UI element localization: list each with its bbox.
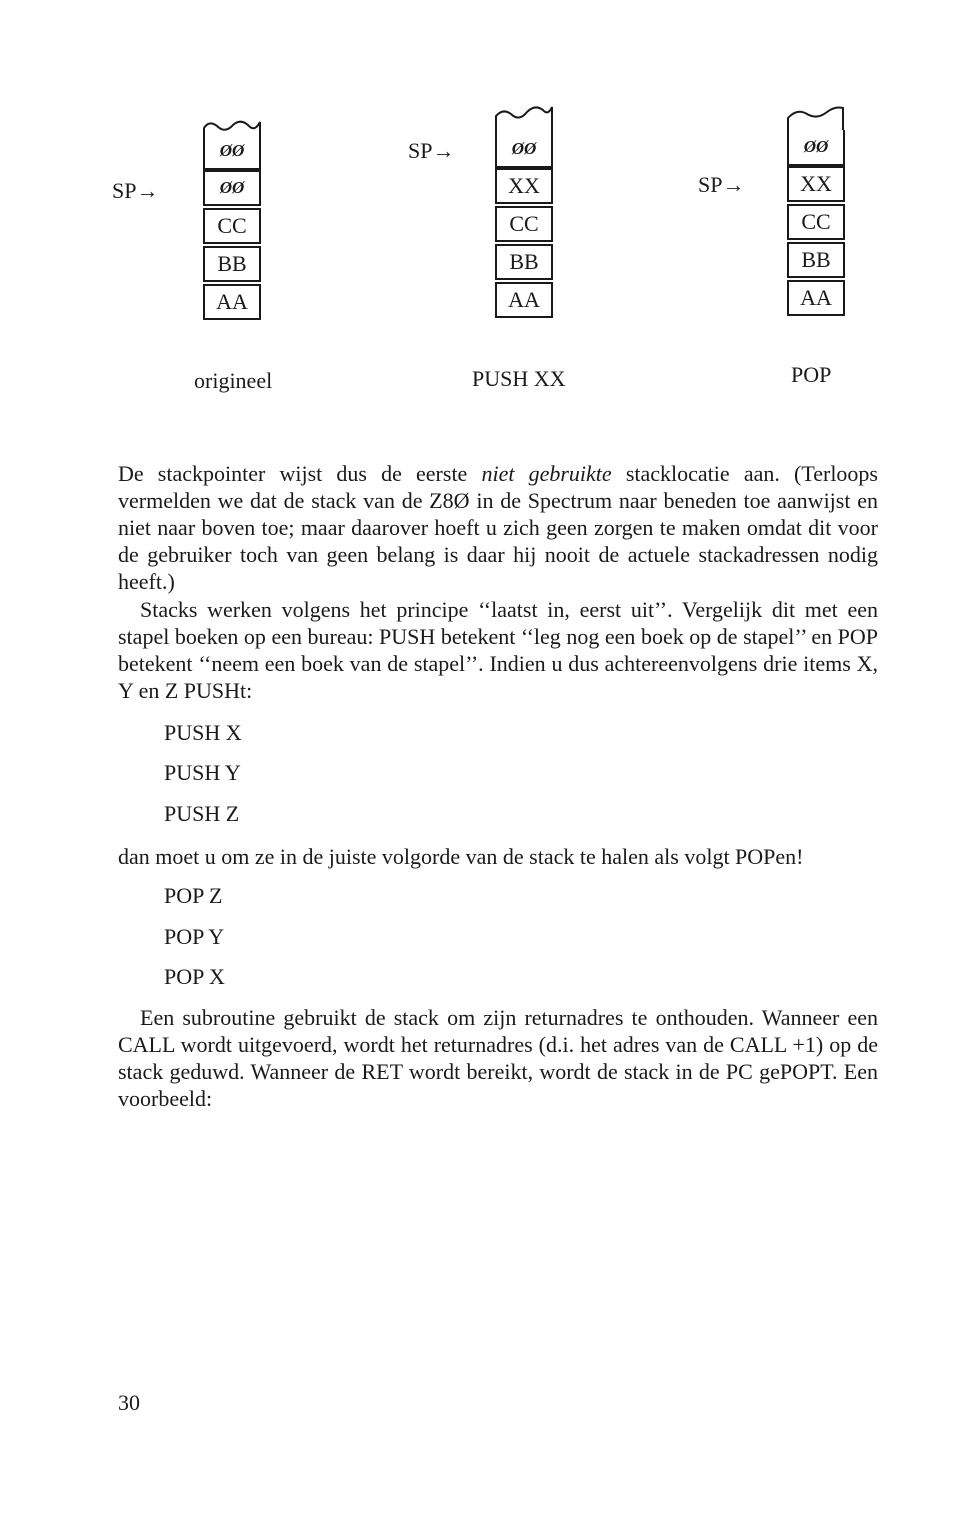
stack-pointer-label: SP→	[698, 172, 745, 197]
paragraph-stackpointer: De stackpointer wijst dus de eerste niet gebruikte stacklocatie aan. (Terloops vermelden we dat de stack van de Z8Ø in de Spectrum naar beneden toe aanwijst en niet naar boven toe; maar daarover hoeft u zich geen zorgen te maken omdat dit voor de gebruiker toch van geen belang is daar hij nooit de actuele stackadressen nodig heeft.)	[118, 461, 878, 594]
stack-cell: CC	[787, 204, 845, 240]
stack-cell: XX	[787, 166, 845, 202]
code-line: POP Y	[164, 924, 225, 949]
stack-cell: CC	[495, 206, 553, 242]
code-line: PUSH Y	[164, 760, 241, 785]
page-number: 30	[118, 1390, 140, 1415]
stack-cell: ØØ	[495, 132, 553, 168]
stack-cell: CC	[203, 208, 261, 244]
code-line: POP Z	[164, 883, 223, 908]
stack-cell: BB	[787, 242, 845, 278]
stack-cell: AA	[203, 284, 261, 320]
code-line: POP X	[164, 964, 225, 989]
stack-cell: ØØ	[787, 130, 845, 166]
stack-cell: BB	[495, 244, 553, 280]
torn-top-icon	[495, 104, 557, 132]
stack-cell: AA	[787, 280, 845, 316]
paragraph-pop-order: dan moet u om ze in de juiste volgorde van de stack te halen als volgt POPen!	[118, 844, 804, 869]
stack-cell: XX	[495, 168, 553, 204]
stack-cell: ØØ	[203, 134, 261, 170]
diagram-caption: origineel	[194, 368, 273, 393]
stack-pointer-label: SP→	[408, 138, 455, 163]
code-line: PUSH X	[164, 720, 242, 745]
diagram-caption: POP	[791, 362, 832, 387]
torn-top-icon	[787, 104, 849, 132]
emphasis-text: niet gebruikte	[481, 461, 612, 486]
stack-cell: ØØ	[203, 170, 261, 206]
paragraph-subroutine: Een subroutine gebruikt de stack om zijn returnadres te onthouden. Wanneer een CALL wordt uitgevoerd, wordt het returnadres (d.i. het adres van de CALL +1) op de stack geduwd. Wanneer de RET wordt bereikt, wordt de stack in de PC gePOPT. Een voorbeeld:	[118, 1005, 878, 1111]
stack-cell: BB	[203, 246, 261, 282]
stack-cell: AA	[495, 282, 553, 318]
code-line: PUSH Z	[164, 801, 240, 826]
diagram-caption: PUSH XX	[472, 366, 566, 391]
paragraph-lifo: Stacks werken volgens het principe ‘‘laatst in, eerst uit’’. Vergelijk dit met een stapel boeken op een bureau: PUSH betekent ‘‘leg nog een boek op de stapel’’ en POP betekent ‘‘neem een boek van de stapel’’. Indien u dus achtereenvolgens drie items X, Y en Z PUSHt:	[118, 597, 878, 703]
stack-pointer-label: SP→	[112, 178, 159, 203]
